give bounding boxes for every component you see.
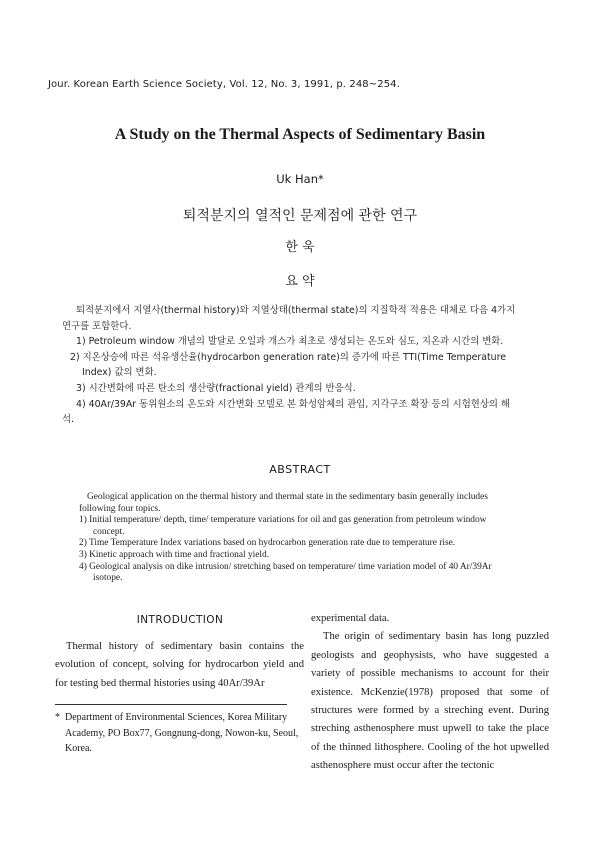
paper-title: A Study on the Thermal Aspects of Sedimentary Basin [114, 126, 486, 143]
body-paragraph: Thermal history of sedimentary basin contains the evolution of concept, solving for hydrocarbon yield and for testing bed thermal histories using 40Ar/39Ar [55, 641, 304, 689]
right-column [311, 610, 549, 776]
korean-title: 퇴적분지의 열적인 문제점에 관한 연구 [182, 208, 418, 224]
footnote-rule [55, 704, 287, 705]
body-paragraph: The origin of sedimentary basin has long puzzled geologists and geophysists, who have suggested a variety of possible mechanisms to account for their existence. McKenzie(1978) proposed that some of structures were formed by a streching event. During streching asthenosphere must upwell to take the place of the thinned lithosphere. Cooling of the hot upwelled asthenosphere must occur after the tectonic [311, 631, 549, 772]
english-abstract [79, 492, 517, 585]
korean-abstract-item: 1) Petroleum window 개념의 발달로 오일과 개스가 최초로 생성되는 온도와 심도, 지온과 시간의 변화. [76, 336, 504, 348]
footnote-text: Department of Environmental Sciences, Korea Military Academy, PO Box77, Gongnung-dong, Nowon-ku, Seoul, Korea. [65, 712, 299, 755]
abstract-item: 2) Time Temperature Index variations based on hydrocarbon generation rate due to temperature rise. [79, 538, 456, 549]
abstract-item: 1) Initial temperature/ depth, time/ temperature variations for oil and gas generation from petroleum window concept. [79, 515, 487, 537]
body-paragraph-continuation: experimental data. [311, 613, 390, 624]
author-name: Uk Han* [276, 172, 324, 186]
left-column [55, 638, 304, 693]
korean-abstract-item: 3) 시간변화에 따른 탄소의 생산량(fractional yield) 관계의 반응식. [76, 382, 356, 394]
footnote-marker: * [55, 712, 60, 723]
journal-citation: Jour. Korean Earth Science Society, Vol. 12, No. 3, 1991, p. 248~254. [48, 79, 400, 90]
korean-abstract-intro: 퇴적분지에서 지열사(thermal history)와 지열상태(thermal state)의 지질학적 적용은 대체로 다음 4가지 연구를 포함한다. [62, 305, 516, 332]
abstract-heading: ABSTRACT [269, 463, 331, 476]
footnote [55, 710, 300, 757]
korean-author-name: 한 욱 [285, 240, 315, 255]
korean-abstract [62, 303, 518, 428]
introduction-heading: INTRODUCTION [136, 614, 224, 626]
abstract-item: 4) Geological analysis on dike intrusion/ stretching based on temperature/ time variation model of 40 Ar/39Ar isotope. [79, 561, 492, 584]
abstract-intro: Geological application on the thermal history and thermal state in the sedimentary basin generally includes following four topics. [79, 492, 488, 514]
korean-abstract-item: 2) 지온상승에 따른 석유생산율(hydrocarbon generation rate)의 증가에 따른 TTI(Time Temperature Index) 값의 변화. [70, 351, 507, 379]
abstract-item: 3) Kinetic approach with time and fractional yield. [79, 549, 270, 560]
korean-abstract-heading: 요 약 [285, 274, 315, 289]
korean-abstract-item: 4) 40Ar/39Ar 동위원소의 온도와 시간변화 모델로 본 화성암체의 관입, 지각구조 확장 등의 시험현상의 해석. [62, 398, 510, 426]
